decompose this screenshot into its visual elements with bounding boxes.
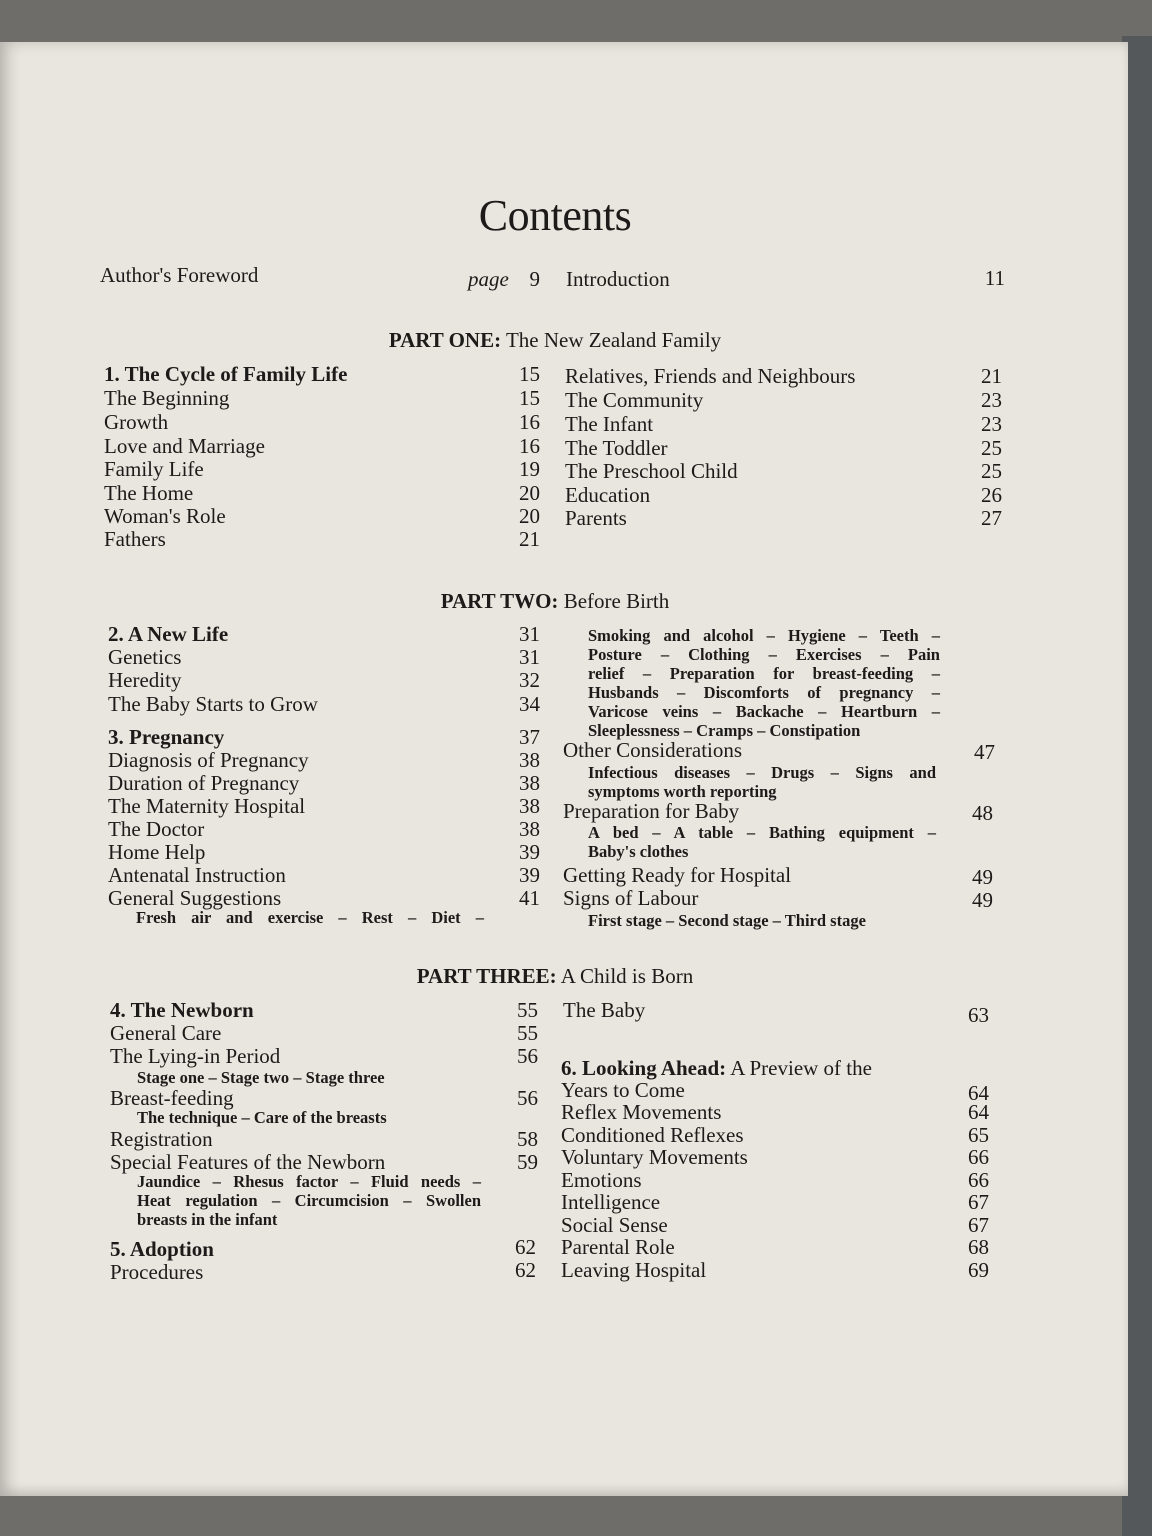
toc-entry-the-preschool-child: The Preschool Child (565, 459, 738, 483)
toc-entry-adoption: 5. Adoption (110, 1237, 214, 1261)
toc-entry-intelligence: Intelligence (561, 1190, 661, 1214)
signs-of-labour-subtopics: First stage – Second stage – Third stage (588, 911, 866, 930)
toc-entry-reflex-movements: Reflex Movements (561, 1100, 722, 1124)
part-one-heading (0, 327, 1110, 353)
toc-page-looking-ahead: 64 (968, 1081, 989, 1105)
toc-entry-registration: Registration (110, 1127, 213, 1151)
toc-entry-special-features: Special Features of the Newborn (110, 1150, 386, 1174)
toc-entry-home-help: Home Help (108, 840, 206, 864)
toc-entry-conditioned-reflexes: Conditioned Reflexes (561, 1123, 744, 1147)
pregnancy-subtopics-line-4: Husbands – Discomforts of pregnancy – (588, 683, 940, 702)
part-one-name: The New Zealand Family (505, 328, 722, 352)
pregnancy-subtopics-line-1: Smoking and alcohol – Hygiene – Teeth – (588, 626, 940, 645)
pregnancy-subtopics-line-3: relief – Preparation for breast-feeding – (588, 664, 940, 683)
toc-entry-family-life: Family Life (104, 457, 204, 481)
toc-entry-leaving-hospital: Leaving Hospital (561, 1258, 707, 1282)
toc-page-fathers: 21 (519, 527, 540, 551)
toc-entry-voluntary-movements: Voluntary Movements (561, 1145, 748, 1169)
toc-page-the-doctor: 38 (519, 817, 540, 841)
toc-entry-the-baby: The Baby (563, 998, 646, 1022)
toc-entry-breast-feeding: Breast-feeding (110, 1086, 234, 1110)
toc-page-leaving-hospital: 69 (968, 1258, 989, 1282)
pregnancy-subtopics-line-5: Varicose veins – Backache – Heartburn – (588, 702, 940, 721)
foreword-page-number: 9 (529, 267, 540, 291)
toc-entry-signs-of-labour: Signs of Labour (563, 886, 699, 910)
toc-page-the-beginning: 15 (519, 386, 540, 410)
toc-entry-woman-s-role: Woman's Role (104, 504, 226, 528)
toc-entry-emotions: Emotions (561, 1168, 642, 1192)
foreword-label: Author's Foreword (100, 263, 259, 287)
general-suggestions-subtopics: Fresh air and exercise – Rest – Diet – (136, 908, 484, 927)
toc-entry-duration-of-pregnancy: Duration of Pregnancy (108, 771, 300, 795)
toc-entry-general-care: General Care (110, 1021, 222, 1045)
toc-page-parents: 27 (981, 506, 1002, 530)
toc-page-general-care: 55 (517, 1021, 538, 1045)
toc-page-woman-s-role: 20 (519, 504, 540, 528)
toc-page-the-baby-starts-to-grow: 34 (519, 692, 540, 716)
toc-page-love-and-marriage: 16 (519, 434, 540, 458)
toc-entry-genetics: Genetics (108, 645, 182, 669)
looking-ahead-chapter: 6. Looking Ahead: (561, 1056, 727, 1080)
toc-entry-social-sense: Social Sense (561, 1213, 668, 1237)
toc-page-genetics: 31 (519, 645, 540, 669)
toc-page-conditioned-reflexes: 65 (968, 1123, 989, 1147)
toc-page-growth: 16 (519, 410, 540, 434)
toc-entry-looking-ahead (561, 1056, 872, 1080)
toc-page-adoption: 62 (515, 1235, 536, 1259)
toc-page-the-community: 23 (981, 388, 1002, 412)
toc-entry-other-considerations: Other Considerations (563, 738, 743, 762)
toc-entry-diagnosis-of-pregnancy: Diagnosis of Pregnancy (108, 748, 309, 772)
toc-entry-lying-in: The Lying-in Period (110, 1044, 281, 1068)
toc-entry-the-baby-starts-to-grow: The Baby Starts to Grow (108, 692, 318, 716)
pregnancy-subtopics-line-6: Sleeplessness – Cramps – Constipation (588, 721, 861, 740)
toc-entry-education: Education (565, 483, 651, 507)
toc-page-the-home: 20 (519, 481, 540, 505)
part-three-label: PART THREE: (416, 964, 557, 988)
toc-page-duration-of-pregnancy: 38 (519, 771, 540, 795)
special-features-subtopics-2: Heat regulation – Circumcision – Swollen (137, 1191, 481, 1210)
toc-page-the-maternity-hospital: 38 (519, 794, 540, 818)
special-features-subtopics-1: Jaundice – Rhesus factor – Fluid needs – (137, 1172, 481, 1191)
toc-entry-getting-ready: Getting Ready for Hospital (563, 863, 792, 887)
toc-entry-looking-ahead-line2: Years to Come (561, 1078, 685, 1102)
toc-page-other-considerations: 47 (974, 740, 995, 764)
toc-entry-the-infant: The Infant (565, 412, 654, 436)
toc-entry-1-the-cycle-of-family-life: 1. The Cycle of Family Life (104, 362, 348, 386)
part-three-name: A Child is Born (560, 964, 694, 988)
part-three-heading (0, 963, 1110, 989)
toc-page-general-suggestions: 41 (519, 886, 540, 910)
toc-page-the-toddler: 25 (981, 436, 1002, 460)
pregnancy-subtopics-line-2: Posture – Clothing – Exercises – Pain (588, 645, 940, 664)
toc-page-signs-of-labour: 49 (972, 888, 993, 912)
toc-entry-the-home: The Home (104, 481, 194, 505)
toc-entry-2-a-new-life: 2. A New Life (108, 622, 229, 646)
toc-page-family-life: 19 (519, 457, 540, 481)
part-two-label: PART TWO: (440, 589, 559, 613)
toc-entry-growth: Growth (104, 410, 169, 434)
toc-page-relatives-friends-and-neighbours: 21 (981, 364, 1002, 388)
toc-entry-the-beginning: The Beginning (104, 386, 230, 410)
foreword-page-word: page (468, 267, 509, 291)
introduction-label: Introduction (566, 267, 670, 291)
part-two-heading (0, 588, 1110, 614)
toc-entry-preparation-for-baby: Preparation for Baby (563, 799, 740, 823)
toc-page-intelligence: 67 (968, 1190, 989, 1214)
other-considerations-subtopics-1: Infectious diseases – Drugs – Signs and (588, 763, 936, 782)
toc-entry-procedures: Procedures (110, 1260, 204, 1284)
toc-page-breast-feeding: 56 (517, 1086, 538, 1110)
toc-page-education: 26 (981, 483, 1002, 507)
toc-page-voluntary-movements: 66 (968, 1145, 989, 1169)
toc-page-heredity: 32 (519, 668, 540, 692)
toc-entry-the-community: The Community (565, 388, 704, 412)
toc-page-registration: 58 (517, 1127, 538, 1151)
part-two-name: Before Birth (563, 589, 670, 613)
toc-page-emotions: 66 (968, 1168, 989, 1192)
toc-page-getting-ready: 49 (972, 865, 993, 889)
toc-page-the-newborn: 55 (517, 998, 538, 1022)
preparation-subtopics-1: A bed – A table – Bathing equipment – (588, 823, 936, 842)
lying-in-subtopics: Stage one – Stage two – Stage three (137, 1068, 385, 1087)
toc-entry-parental-role: Parental Role (561, 1235, 675, 1259)
toc-entry-general-suggestions: General Suggestions (108, 886, 282, 910)
toc-page-procedures: 62 (515, 1258, 536, 1282)
toc-entry-antenatal-instruction: Antenatal Instruction (108, 863, 286, 887)
toc-entry-the-maternity-hospital: The Maternity Hospital (108, 794, 306, 818)
toc-page-3-pregnancy: 37 (519, 725, 540, 749)
toc-page-home-help: 39 (519, 840, 540, 864)
toc-entry-heredity: Heredity (108, 668, 182, 692)
toc-page-antenatal-instruction: 39 (519, 863, 540, 887)
toc-page-reflex-movements: 64 (968, 1100, 989, 1124)
toc-page-the-infant: 23 (981, 412, 1002, 436)
page-title: Contents (478, 191, 632, 240)
toc-page-diagnosis-of-pregnancy: 38 (519, 748, 540, 772)
toc-entry-parents: Parents (565, 506, 627, 530)
toc-page-lying-in: 56 (517, 1044, 538, 1068)
toc-entry-the-newborn: 4. The Newborn (110, 998, 254, 1022)
toc-page-special-features: 59 (517, 1150, 538, 1174)
toc-page-the-preschool-child: 25 (981, 459, 1002, 483)
other-considerations-subtopics-2: symptoms worth reporting (588, 782, 777, 801)
toc-entry-3-pregnancy: 3. Pregnancy (108, 725, 225, 749)
toc-entry-love-and-marriage: Love and Marriage (104, 434, 265, 458)
breast-feeding-subtopics: The technique – Care of the breasts (137, 1108, 387, 1127)
looking-ahead-subtitle: A Preview of the (730, 1056, 872, 1080)
toc-page-preparation-for-baby: 48 (972, 801, 993, 825)
part-one-label: PART ONE: (388, 328, 502, 352)
toc-page-1-the-cycle-of-family-life: 15 (519, 362, 540, 386)
preparation-subtopics-2: Baby's clothes (588, 842, 689, 861)
toc-page-parental-role: 68 (968, 1235, 989, 1259)
toc-entry-relatives-friends-and-neighbours: Relatives, Friends and Neighbours (565, 364, 856, 388)
toc-entry-the-doctor: The Doctor (108, 817, 205, 841)
toc-entry-the-toddler: The Toddler (565, 436, 668, 460)
toc-page-social-sense: 67 (968, 1213, 989, 1237)
special-features-subtopics-3: breasts in the infant (137, 1210, 278, 1229)
toc-page-the-baby: 63 (968, 1003, 989, 1027)
introduction-page-number: 11 (984, 266, 1005, 290)
toc-page-2-a-new-life: 31 (519, 622, 540, 646)
toc-entry-fathers: Fathers (104, 527, 166, 551)
